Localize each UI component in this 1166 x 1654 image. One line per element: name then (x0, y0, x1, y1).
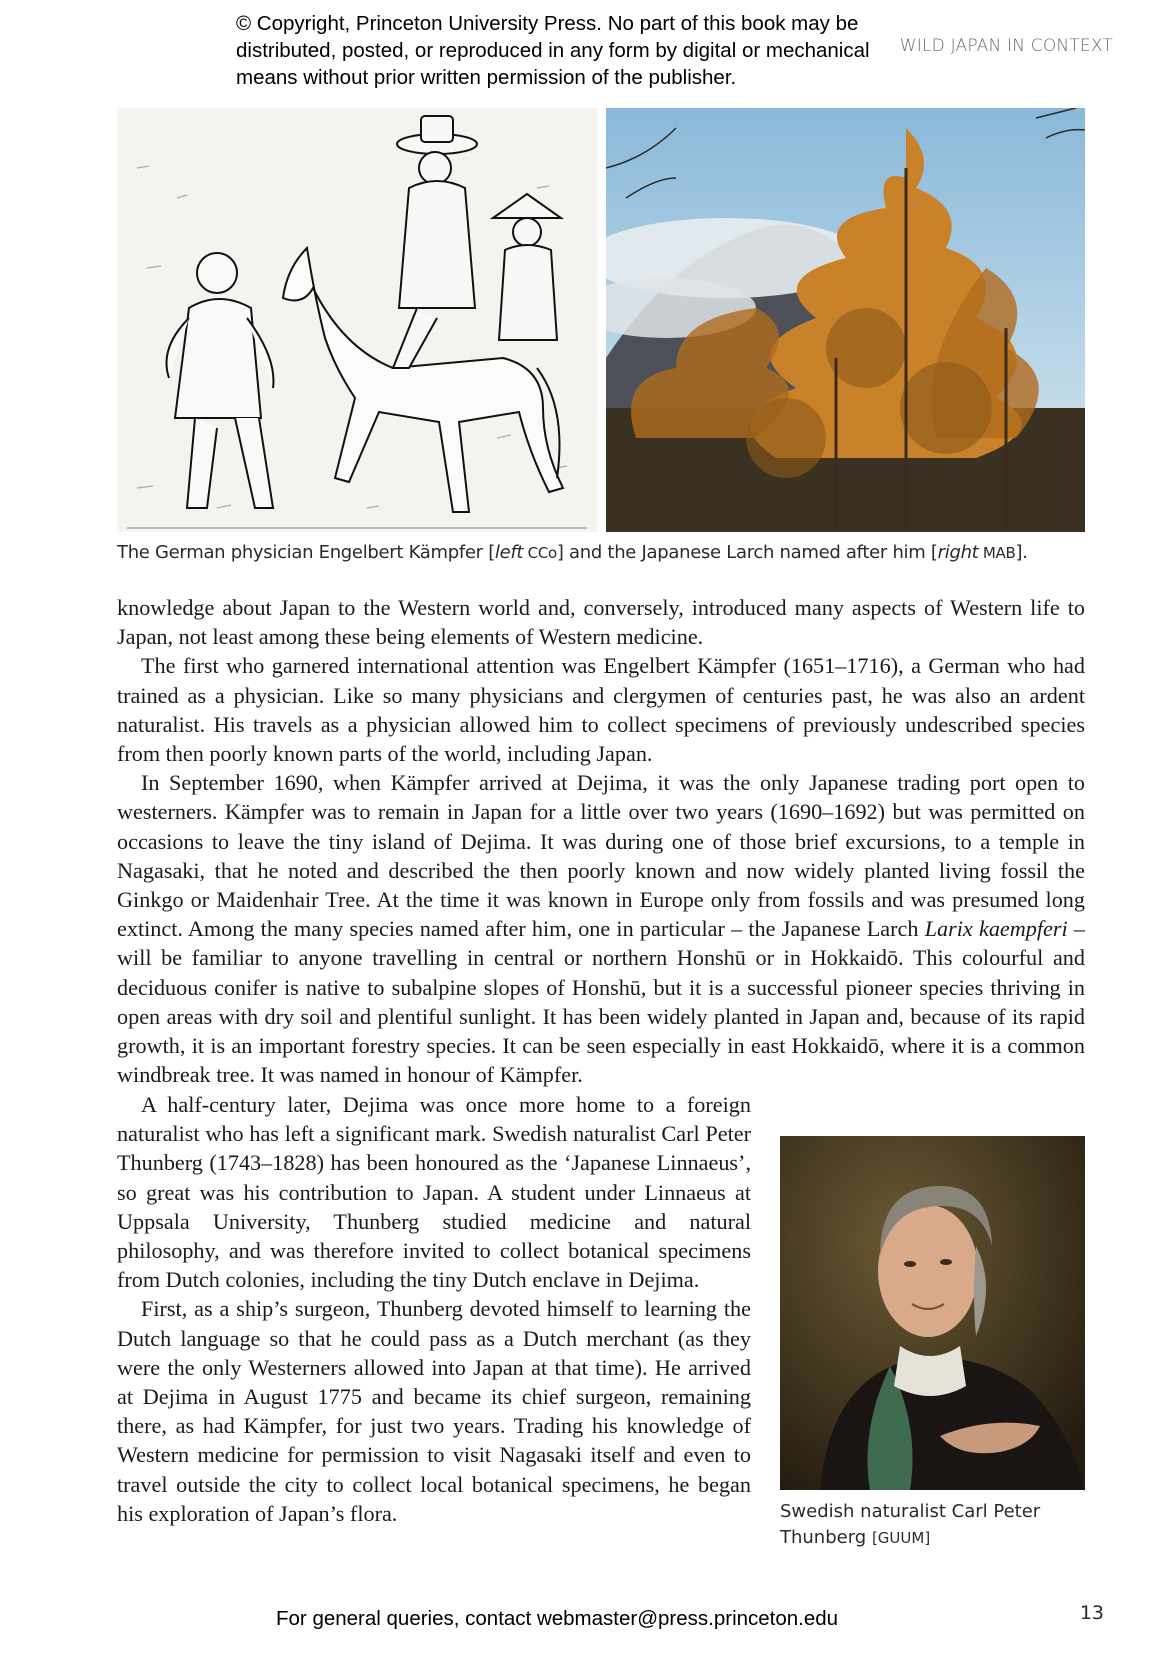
footer-contact: For general queries, contact webmaster@press.princeton.edu (276, 1607, 839, 1630)
body-text-column (117, 1090, 751, 1528)
running-head: WILD JAPAN IN CONTEXT (899, 36, 1113, 56)
japanese-larch-photo (606, 108, 1085, 532)
page-number: 13 (1079, 1602, 1104, 1624)
species-name: Larix kaempferi (924, 916, 1068, 942)
thunberg-portrait (780, 1136, 1085, 1490)
kaempfer-illustration (117, 108, 597, 532)
caption-text: The German physician Engelbert Kämpfer [ (117, 542, 495, 563)
paragraph-1: knowledge about Japan to the Western world and, conversely, introduced many aspects of Western life to Japan, not least among these being elements of Western medicine. (117, 595, 1085, 650)
portrait-caption-credit: [GUUM] (871, 1529, 931, 1547)
top-figure (117, 108, 1085, 532)
caption-middle: ] and the Japanese Larch named after him [ (556, 542, 938, 563)
copyright-notice: © Copyright, Princeton University Press. No part of this book may be distributed, posted, or reproduced in any form by digital or mechanical means without prior written permission of the publisher. (236, 12, 870, 89)
portrait-caption-text: Swedish naturalist Carl Peter Thunberg (780, 1501, 1041, 1548)
paragraph-4: A half-century later, Dejima was once more home to a foreign naturalist who has left a significant mark. Swedish naturalist Carl Peter Thunberg (1743–1828) has been honoured as the ‘Japanese Linnaeus’, so great was his contribution to Japan. A student under Linnaeus at Uppsala University, Thunberg studied medicine and natural philosophy, and was therefore invited to collect botanical specimens from Dutch colonies, including the tiny Dutch enclave in Dejima. (117, 1092, 751, 1293)
caption-left-credit: CCo (523, 544, 557, 562)
paragraph-3-part-a: In September 1690, when Kämpfer arrived at Dejima, it was the only Japanese trading port open to westerners. Kämpfer was to remain in Japan for a little over two years (1690–1692) but was permitted on occasions to leave the tiny island of Dejima. It was during one of those brief excursions, to a temple in Nagasaki, that he noted and described the then poorly known and now widely planted living fossil the Ginkgo or Maidenhair Tree. At the time it was known in Europe only from fossils and was presumed long extinct. Among the many species named after him, one in particular – the Japanese Larch (117, 770, 1085, 942)
caption-right-credit: MAB (978, 544, 1016, 562)
portrait-caption (780, 1499, 1080, 1551)
top-figure-caption (117, 542, 1028, 563)
caption-end: ]. (1015, 542, 1028, 563)
body-text-full-width (117, 593, 1085, 1089)
paragraph-3-part-b: – will be familiar to anyone travelling in central or northern Honshū or in Hokkaidō. This colourful and deciduous conifer is native to subalpine slopes of Honshū, but it is a successful pioneer species thriving in open areas with dry soil and plentiful sunlight. It has been widely planted in Japan and, because of its rapid growth, it is an important forestry species. It can be seen especially in east Hokkaidō, where it is a common windbreak tree. It was named in honour of Kämpfer. (117, 916, 1085, 1088)
caption-left-label: left (494, 542, 524, 563)
caption-right-label: right (937, 542, 979, 563)
paragraph-3 (117, 768, 1085, 1089)
paragraph-5: First, as a ship’s surgeon, Thunberg devoted himself to learning the Dutch language so that he could pass as a Dutch merchant (as they were the only Westerners allowed into Japan at that time). He arrived at Dejima in August 1775 and became its chief surgeon, remaining there, as had Kämpfer, for just two years. Trading his knowledge of Western medicine for permission to visit Nagasaki itself and even to travel outside the city to collect local botanical specimens, he began his exploration of Japan’s flora. (117, 1296, 751, 1526)
paragraph-2: The first who garnered international attention was Engelbert Kämpfer (1651–1716), a German who had trained as a physician. Like so many physicians and clergymen of centuries past, he was also an ardent naturalist. His travels as a physician allowed him to collect specimens of previously undescribed species from then poorly known parts of the world, including Japan. (117, 653, 1085, 767)
